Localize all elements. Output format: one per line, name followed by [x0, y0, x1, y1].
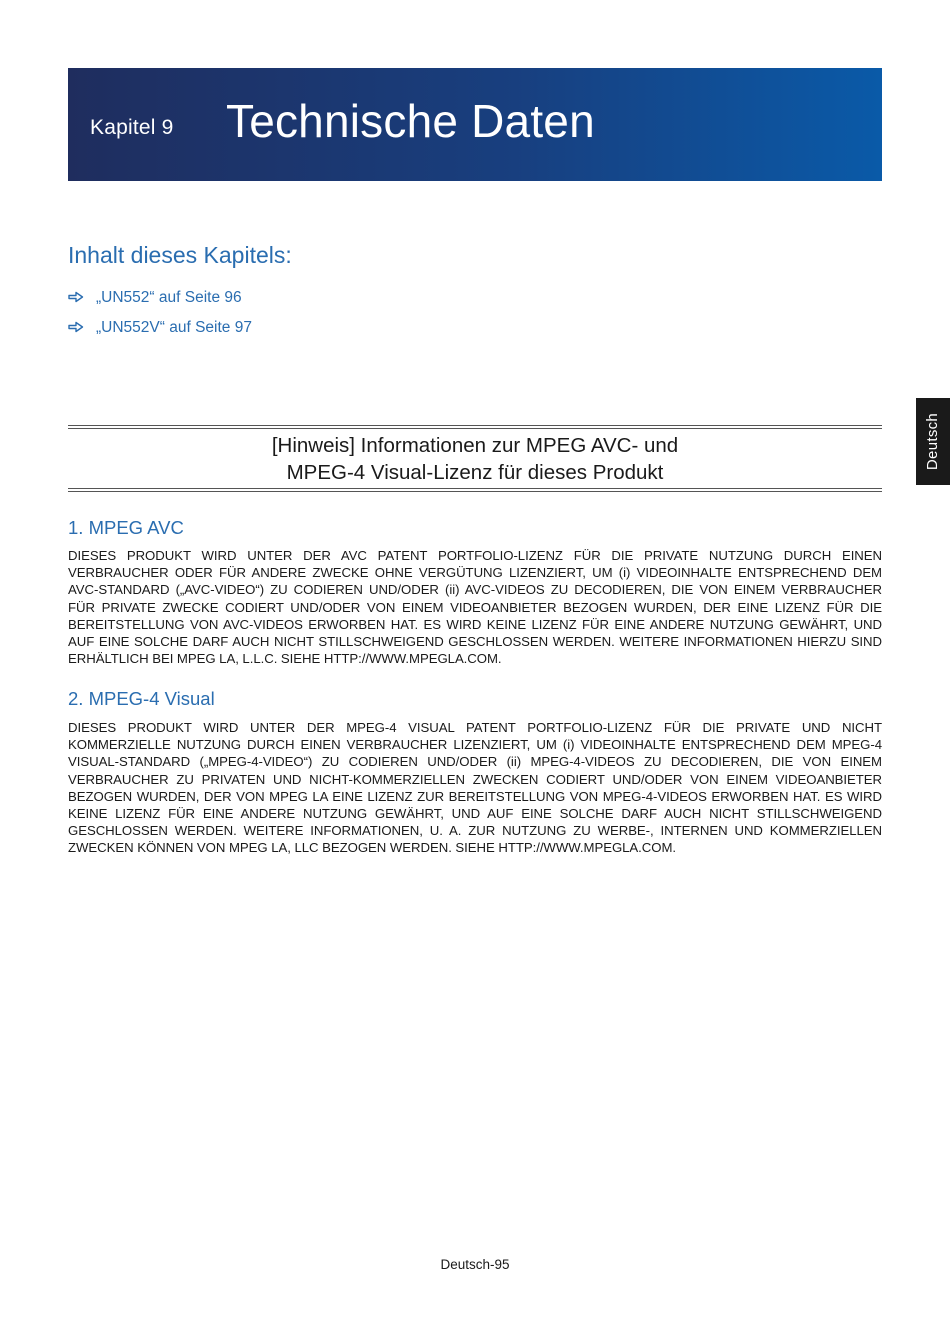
toc-list	[68, 283, 252, 343]
toc-item-label[interactable]: „UN552“ auf Seite 96	[96, 289, 242, 306]
page-title: Technische Daten	[226, 95, 595, 147]
arrow-right-icon	[68, 320, 96, 336]
section-body-mpeg4-visual: DIESES PRODUKT WIRD UNTER DER MPEG-4 VISUAL PATENT PORTFOLIO-LIZENZ FÜR DIE PRIVATE UND NICHT KOMMERZIELLE NUTZUNG DURCH EINEN VERBRAUCHER LIZENZIERT, UM (i) VIDEOINHALTE ENTSPRECHEND DEM MPEG-4 VISUAL-STANDARD („MPEG-4-VIDEO“) ZU CODIEREN UND/ODER (ii) MPEG-4-VIDEOS ZU DECODIEREN, DIE VON EINEM VERBRAUCHER ZU PRIVATEN UND NICHT-KOMMERZIELLEN ZWECKEN CODIERT UND/ODER VON EINEM VIDEOANBIETER BEZOGEN WURDEN, DER VON MPEG LA EINE LIZENZ ZUR BEREITSTELLUNG VON MPEG-4-VIDEOS ERWORBEN HAT. ES WIRD KEINE LIZENZ FÜR EINE ANDERE NUTZUNG GEWÄHRT, UND AUF EINE SOLCHE DARF AUCH NICHT STILLSCHWEIGEND GESCHLOSSEN WERDEN. WEITERE INFORMATIONEN, U. A. ZUR NUTZUNG ZU WERBE-, INTERNEN UND KOMMERZIELLEN ZWECKEN KÖNNEN VON MPEG LA, LLC BEZOGEN WERDEN. SIEHE HTTP://WWW.MPEGLA.COM.	[68, 720, 882, 856]
toc-heading: Inhalt dieses Kapitels:	[68, 242, 292, 268]
notice-title	[68, 432, 882, 486]
notice-title-line1: [Hinweis] Informationen zur MPEG AVC- und	[271, 434, 679, 457]
chapter-label: Kapitel 9	[90, 116, 174, 139]
toc-item[interactable]	[68, 283, 252, 313]
notice-title-line2: MPEG-4 Visual-Lizenz für dieses Produkt	[286, 461, 664, 484]
language-tab-label: Deutsch	[924, 412, 942, 471]
top-divider	[68, 425, 882, 429]
toc-item[interactable]	[68, 313, 252, 343]
section-heading-mpeg-avc: 1. MPEG AVC	[68, 517, 184, 538]
toc-item-label[interactable]: „UN552V“ auf Seite 97	[96, 319, 252, 336]
bottom-divider	[68, 488, 882, 492]
chapter-banner	[68, 68, 882, 181]
language-side-tab	[916, 398, 950, 485]
section-heading-mpeg4-visual: 2. MPEG-4 Visual	[68, 688, 215, 709]
page-number: Deutsch-95	[440, 1257, 510, 1272]
section-body-mpeg-avc: DIESES PRODUKT WIRD UNTER DER AVC PATENT PORTFOLIO-LIZENZ FÜR DIE PRIVATE NUTZUNG DURCH EINEN VERBRAUCHER ODER FÜR ANDERE ZWECKE OHNE VERGÜTUNG LIZENZIERT, UM (i) VIDEOINHALTE ENTSPRECHEND DEM AVC-STANDARD („AVC-VIDEO“) ZU CODIEREN UND/ODER (ii) AVC-VIDEOS ZU DECODIEREN, DIE VON EINEM VERBRAUCHER FÜR PRIVATE ZWECKE CODIERT UND/ODER VON EINEM VIDEOANBIETER BEZOGEN WURDEN, DER EINE LIZENZ FÜR DIE BEREITSTELLUNG VON AVC-VIDEOS ERWORBEN HAT. ES WIRD KEINE LIZENZ FÜR EINE ANDERE NUTZUNG GEWÄHRT, UND AUF EINE SOLCHE DARF AUCH NICHT STILLSCHWEIGEND GESCHLOSSEN WERDEN. WEITERE INFORMATIONEN HIERZU SIND ERHÄLTLICH BEI MPEG LA, L.L.C. SIEHE HTTP://WWW.MPEGLA.COM.	[68, 548, 882, 667]
arrow-right-icon	[68, 290, 96, 306]
